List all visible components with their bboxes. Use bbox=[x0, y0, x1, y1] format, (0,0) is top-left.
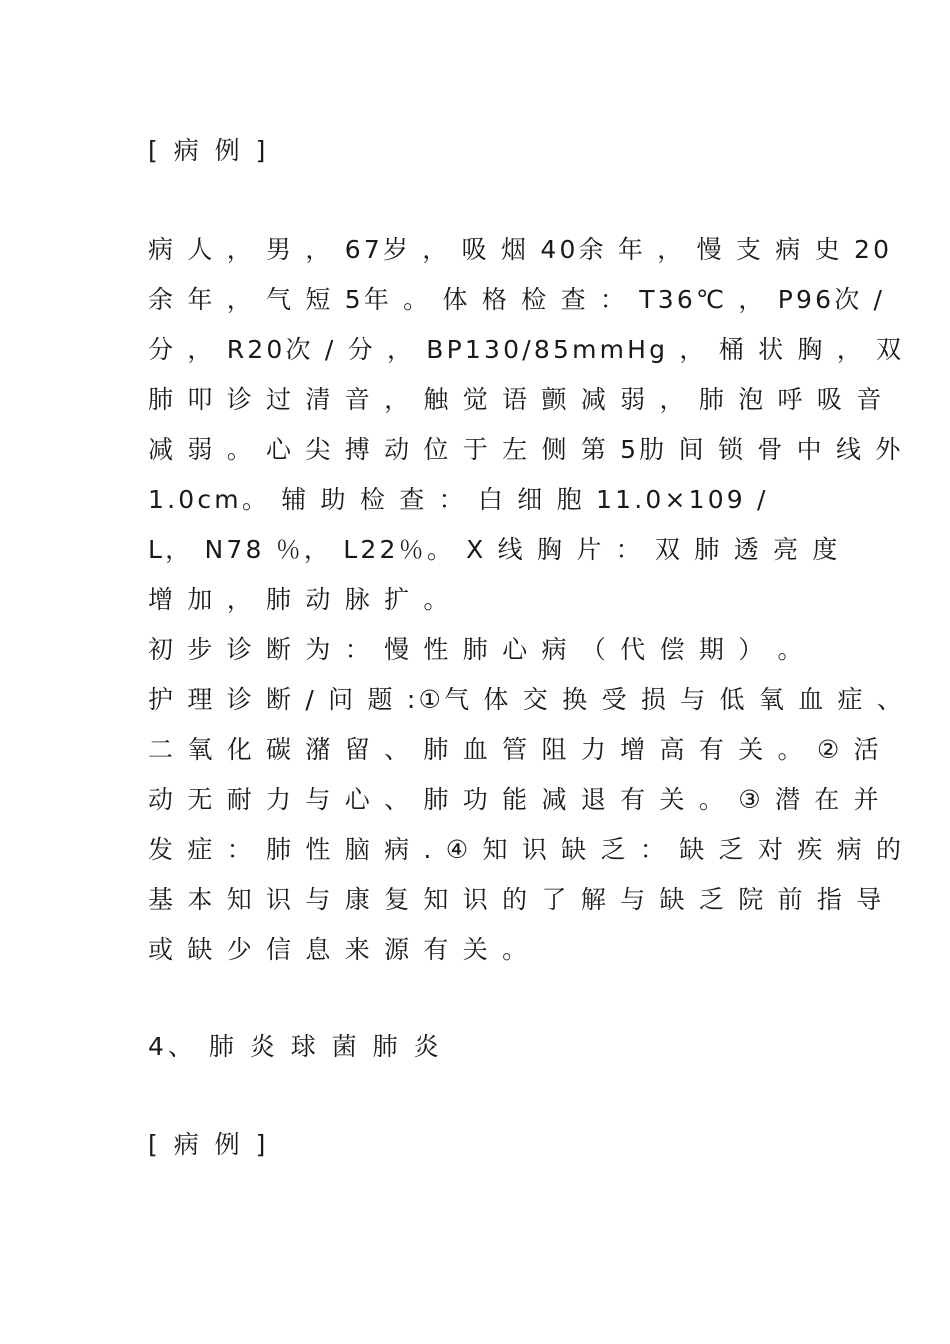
case-line: L， N78 ％， L22％。 X 线 胸 片 ： 双 肺 透 亮 度 bbox=[148, 535, 841, 564]
case-line: 肺 叩 诊 过 清 音 ， 触 觉 语 颤 减 弱 ， 肺 泡 呼 吸 音 bbox=[148, 385, 885, 414]
case-line: 余 年 ， 气 短 5年 。 体 格 检 查 ： T36℃ ， P96次 / bbox=[148, 285, 886, 314]
nursing-diagnosis-line: 或 缺 少 信 息 来 源 有 关 。 bbox=[148, 935, 531, 964]
case-line: 分 ， R20次 / 分 ， BP130/85mmHg ， 桶 状 胸 ， 双 bbox=[148, 335, 905, 364]
nursing-diagnosis-line: 基 本 知 识 与 康 复 知 识 的 了 解 与 缺 乏 院 前 指 导 bbox=[148, 885, 885, 914]
nursing-diagnosis-line: 护 理 诊 断 / 问 题 :①气 体 交 换 受 损 与 低 氧 血 症 、 bbox=[148, 685, 906, 714]
nursing-diagnosis-line: 动 无 耐 力 与 心 、 肺 功 能 减 退 有 关 。 ③ 潜 在 并 bbox=[148, 785, 882, 814]
case-line: 1.0cm。 辅 助 检 查 ： 白 细 胞 11.0×109 / bbox=[148, 485, 769, 514]
case-line: 增 加 ， 肺 动 脉 扩 。 bbox=[148, 585, 452, 614]
nursing-diagnosis-line: 二 氧 化 碳 潴 留 、 肺 血 管 阻 力 增 高 有 关 。 ② 活 bbox=[148, 735, 882, 764]
section-title: 4、 肺 炎 球 菌 肺 炎 bbox=[148, 1032, 443, 1061]
nursing-diagnosis-line: 发 症 ： 肺 性 脑 病 . ④ 知 识 缺 乏 ： 缺 乏 对 疾 病 的 bbox=[148, 835, 905, 864]
case-heading: [ 病 例 ] bbox=[148, 136, 270, 165]
case-heading: [ 病 例 ] bbox=[148, 1130, 270, 1159]
case-line: 病 人 ， 男 ， 67岁 ， 吸 烟 40余 年 ， 慢 支 病 史 20 bbox=[148, 235, 893, 264]
case-line: 减 弱 。 心 尖 搏 动 位 于 左 侧 第 5肋 间 锁 骨 中 线 外 bbox=[148, 435, 904, 464]
diagnosis-line: 初 步 诊 断 为 ： 慢 性 肺 心 病 （ 代 偿 期 ） 。 bbox=[148, 635, 806, 664]
